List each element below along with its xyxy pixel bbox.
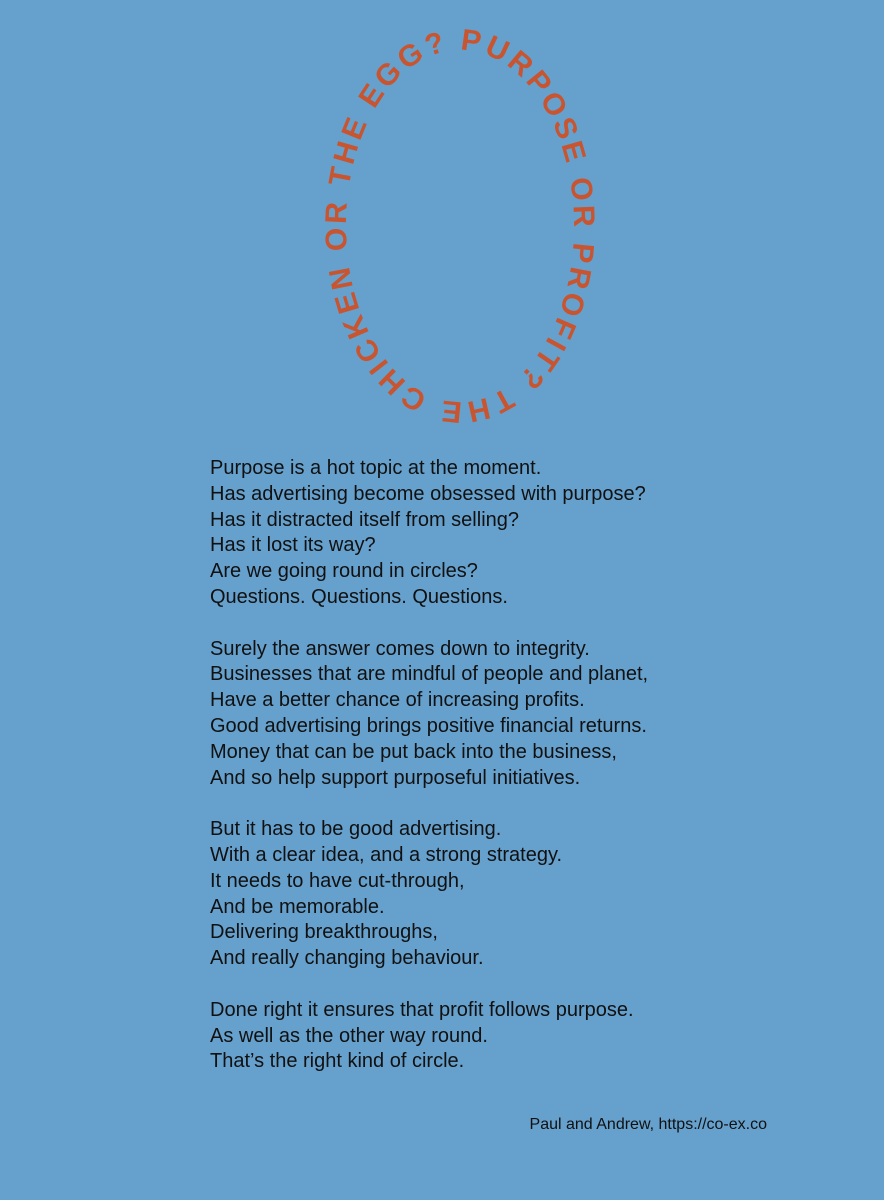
circular-headline: [0, 0, 884, 440]
stanza-1: [210, 456, 850, 611]
poem-line: Have a better chance of increasing profits.: [210, 689, 585, 712]
poem-line: And so help support purposeful initiatives.: [210, 766, 581, 789]
poem-line: As well as the other way round.: [210, 1024, 488, 1047]
poem-line: And really changing behaviour.: [210, 947, 484, 970]
poem-line: That’s the right kind of circle.: [210, 1050, 465, 1073]
poem-line: Purpose is a hot topic at the moment.: [210, 457, 542, 479]
stanza-4: [210, 998, 850, 1075]
circular-headline-text: [320, 24, 600, 429]
poem-line: Delivering breakthroughs,: [210, 921, 438, 944]
circular-headline-path-text: PURPOSE OR PROFIT? THE CHICKEN OR THE EGG?: [319, 23, 601, 429]
poem-line: Are we going round in circles?: [210, 560, 478, 583]
poem-line: And be memorable.: [210, 895, 385, 918]
credit-line: Paul and Andrew, https://co-ex.co: [529, 1116, 767, 1133]
poem-line: It needs to have cut-through,: [210, 869, 465, 892]
poem-line: Businesses that are mindful of people and planet,: [210, 663, 649, 686]
poem-line: Money that can be put back into the business,: [210, 740, 617, 763]
poem-line: Good advertising brings positive financial returns.: [210, 714, 647, 737]
stanza-2: [210, 637, 850, 792]
poem-line: Done right it ensures that profit follows purpose.: [210, 998, 634, 1021]
stanza-3: [210, 817, 850, 972]
poem-body: [210, 456, 850, 1101]
poem-line: Questions. Questions. Questions.: [210, 585, 508, 608]
poem-line: But it has to be good advertising.: [210, 818, 502, 841]
poem-line: Has it lost its way?: [210, 534, 376, 557]
poem-line: Surely the answer comes down to integrity.: [210, 637, 590, 660]
poem-line: With a clear idea, and a strong strategy.: [210, 843, 563, 866]
poem-line: Has advertising become obsessed with purpose?: [210, 482, 646, 505]
poem-line: Has it distracted itself from selling?: [210, 508, 520, 531]
